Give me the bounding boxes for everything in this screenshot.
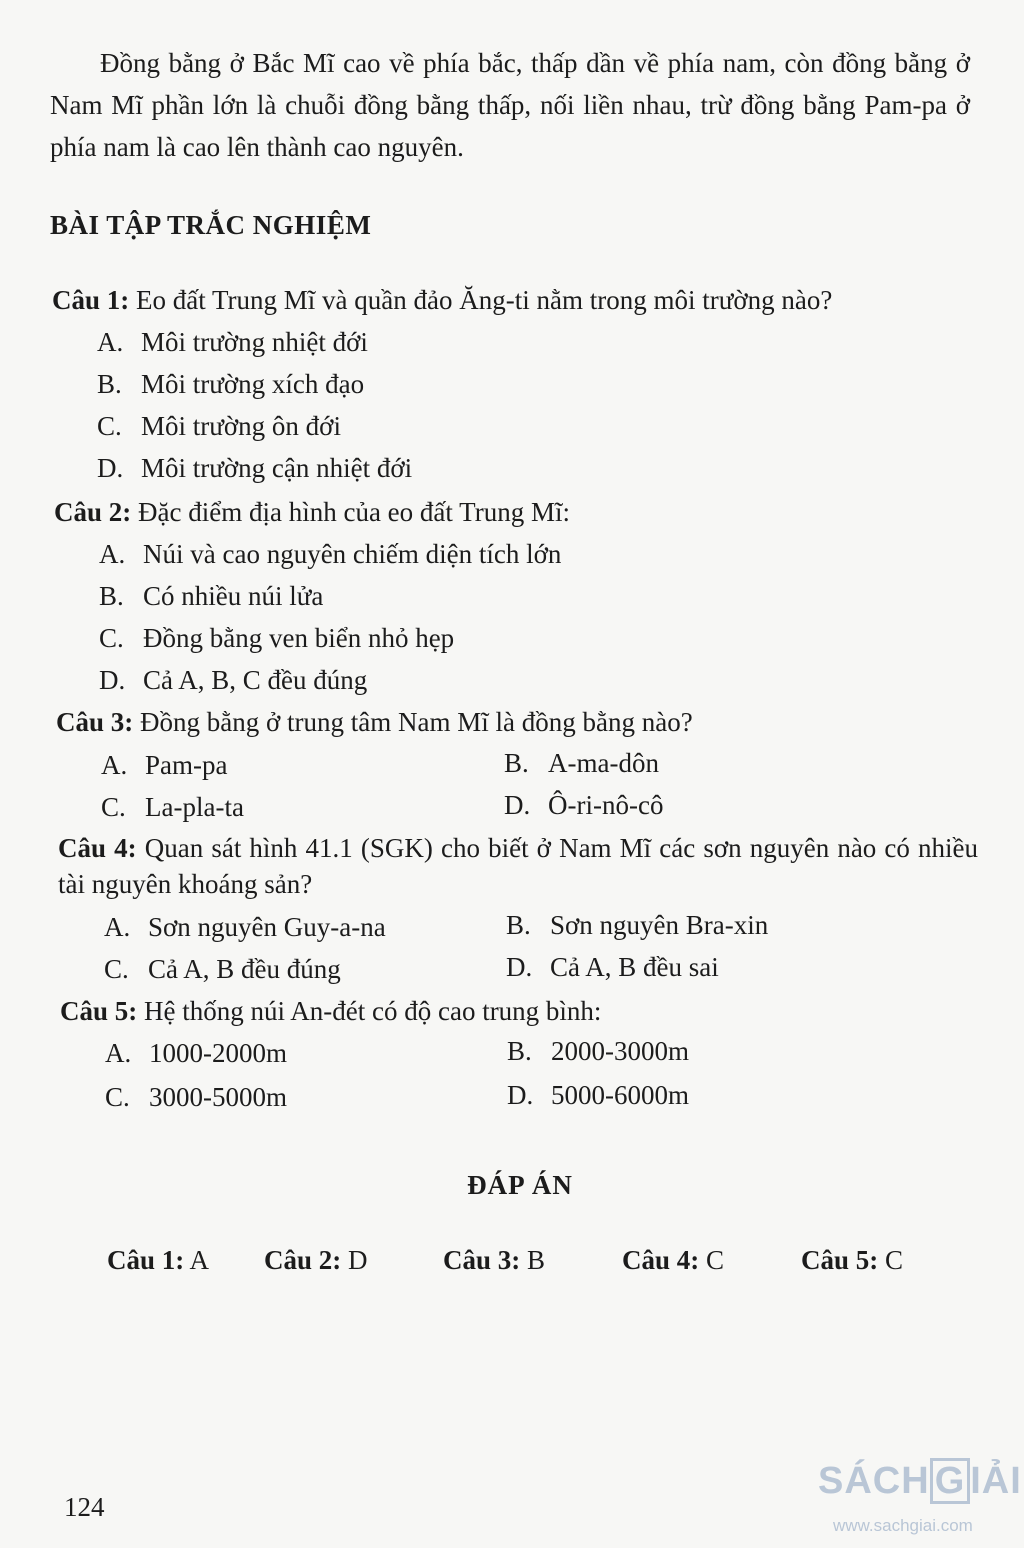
question-text: Hệ thống núi An-đét có độ cao trung bình: [144, 996, 602, 1026]
option-text: Sơn nguyên Guy-a-na [148, 912, 386, 942]
option-text: Cả A, B đều đúng [148, 954, 341, 984]
question-label: Câu 5: [60, 996, 138, 1026]
option-3c [101, 789, 244, 825]
answer-label: Câu 1: [107, 1245, 185, 1275]
option-letter: B. [506, 910, 531, 940]
watermark-text: IẢI [970, 1460, 1022, 1502]
option-2a [99, 536, 561, 572]
option-5d [507, 1077, 689, 1113]
option-5b [507, 1033, 689, 1069]
option-letter: A. [101, 750, 128, 780]
answer-3 [443, 1245, 545, 1276]
option-2b [99, 578, 323, 614]
option-text: Sơn nguyên Bra-xin [550, 910, 769, 940]
answer-value: B [527, 1245, 546, 1275]
option-5a [105, 1035, 287, 1071]
option-text: A-ma-dôn [548, 748, 659, 778]
option-letter: A. [97, 327, 124, 357]
option-letter: D. [506, 952, 533, 982]
option-letter: D. [99, 665, 126, 695]
option-letter: B. [507, 1036, 532, 1066]
answer-4 [622, 1245, 724, 1276]
answer-label: Câu 2: [264, 1245, 342, 1275]
option-text: Cả A, B đều sai [550, 952, 719, 982]
answer-label: Câu 4: [622, 1245, 700, 1275]
question-3 [56, 704, 693, 740]
option-2d [99, 662, 367, 698]
option-letter: D. [504, 790, 531, 820]
question-text: Eo đất Trung Mĩ và quần đảo Ăng-ti nằm trong môi trường nào? [136, 285, 833, 315]
answer-5 [801, 1245, 903, 1276]
option-1c [97, 408, 341, 444]
question-1 [52, 282, 832, 318]
option-4d [506, 949, 719, 985]
option-4a [104, 909, 386, 945]
option-4b [506, 907, 768, 943]
watermark-url: www.sachgiai.com [833, 1516, 973, 1535]
option-letter: C. [104, 954, 129, 984]
option-text: Môi trường cận nhiệt đới [141, 453, 413, 483]
option-text: 5000-6000m [551, 1080, 689, 1110]
question-text: Đồng bằng ở trung tâm Nam Mĩ là đồng bằng nào? [140, 707, 693, 737]
option-letter: D. [97, 453, 124, 483]
option-letter: C. [97, 411, 122, 441]
option-text: Môi trường nhiệt đới [141, 327, 368, 357]
answer-value: A [189, 1245, 210, 1275]
question-label: Câu 1: [52, 285, 130, 315]
intro-paragraph: Đồng bằng ở Bắc Mĩ cao về phía bắc, thấp dần về phía nam, còn đồng bằng ở Nam Mĩ phần lớn là chuỗi đồng bằng thấp, nối liền nhau, trừ đồng bằng Pam-pa ở phía nam là cao lên thành cao nguyên. [50, 48, 970, 162]
answer-value: C [706, 1245, 725, 1275]
option-text: La-pla-ta [145, 792, 244, 822]
option-letter: B. [99, 581, 124, 611]
option-text: 3000-5000m [149, 1082, 287, 1112]
question-label: Câu 2: [54, 497, 132, 527]
option-letter: C. [101, 792, 126, 822]
question-2 [54, 494, 570, 530]
option-1b [97, 366, 364, 402]
option-text: Cả A, B, C đều đúng [143, 665, 368, 695]
question-label: Câu 4: [58, 833, 137, 863]
question-label: Câu 3: [56, 707, 134, 737]
watermark-box: G [930, 1458, 971, 1504]
question-5 [60, 993, 601, 1029]
question-text: Đặc điểm địa hình của eo đất Trung Mĩ: [138, 497, 570, 527]
answer-value: D [348, 1245, 368, 1275]
option-letter: B. [504, 748, 529, 778]
answer-label: Câu 3: [443, 1245, 521, 1275]
question-4 [58, 830, 978, 902]
option-letter: D. [507, 1080, 534, 1110]
option-1d [97, 450, 412, 486]
page-number: 124 [64, 1492, 105, 1522]
option-3a [101, 747, 227, 783]
option-text: 1000-2000m [149, 1038, 287, 1068]
option-text: Có nhiều núi lửa [143, 581, 324, 611]
option-4c [104, 951, 341, 987]
option-text: Ô-ri-nô-cô [548, 790, 664, 820]
answer-1 [107, 1245, 209, 1276]
option-letter: B. [97, 369, 122, 399]
answer-value: C [885, 1245, 904, 1275]
option-text: Môi trường ôn đới [141, 411, 341, 441]
section-title: BÀI TẬP TRẮC NGHIỆM [50, 210, 372, 240]
option-letter: C. [105, 1082, 130, 1112]
answer-label: Câu 5: [801, 1245, 879, 1275]
option-text: Núi và cao nguyên chiếm diện tích lớn [143, 539, 562, 569]
option-text: 2000-3000m [551, 1036, 689, 1066]
option-1a [97, 324, 368, 360]
watermark-text: SÁCH [818, 1460, 930, 1502]
answer-title: ĐÁP ÁN [467, 1170, 573, 1200]
option-text: Đồng bằng ven biển nhỏ hẹp [143, 623, 455, 653]
option-text: Môi trường xích đạo [141, 369, 365, 399]
watermark-logo [818, 1458, 1022, 1504]
option-letter: A. [104, 912, 131, 942]
question-text: Quan sát hình 41.1 (SGK) cho biết ở Nam Mĩ các sơn nguyên nào có nhiều tài nguyên khoáng sản? [58, 833, 978, 899]
option-2c [99, 620, 454, 656]
option-letter: A. [99, 539, 126, 569]
option-text: Pam-pa [145, 750, 228, 780]
option-3b [504, 745, 659, 781]
option-3d [504, 787, 663, 823]
answer-2 [264, 1245, 368, 1276]
option-letter: C. [99, 623, 124, 653]
option-letter: A. [105, 1038, 132, 1068]
option-5c [105, 1079, 287, 1115]
